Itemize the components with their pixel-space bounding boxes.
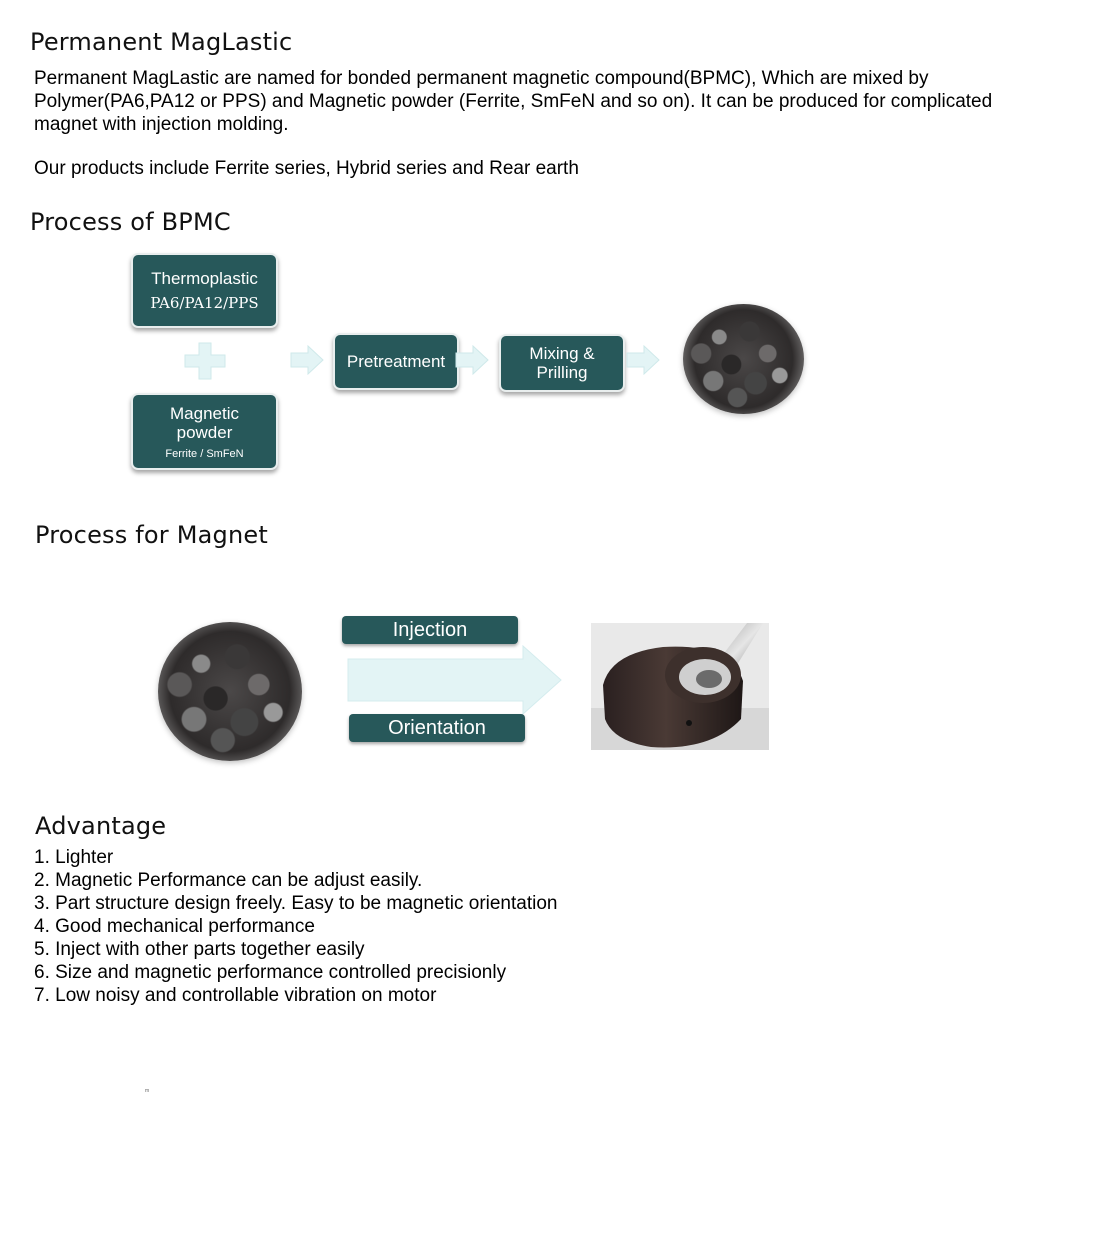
mixing-prilling-box bbox=[499, 334, 625, 392]
list-item: 3. Part structure design freely. Easy to be magnetic orientation bbox=[34, 893, 558, 914]
list-item: 5. Inject with other parts together easily bbox=[34, 939, 365, 960]
mixing-prilling-label: Mixing & Prilling bbox=[529, 344, 595, 382]
page-title: Permanent MagLastic bbox=[30, 28, 293, 56]
pretreatment-box bbox=[333, 333, 459, 390]
ring-magnet-image bbox=[591, 623, 769, 750]
products-paragraph: Our products include Ferrite series, Hybrid series and Rear earth bbox=[34, 158, 579, 179]
tiny-mark: m bbox=[145, 1088, 150, 1094]
pellets-image bbox=[683, 304, 804, 414]
arrow-right-icon bbox=[347, 645, 563, 715]
arrow-right-icon bbox=[290, 345, 324, 375]
intro-paragraph: Permanent MagLastic are named for bonded permanent magnetic compound(BPMC), Which are mixed by Polymer(PA6,PA12 or PPS) and Magnetic powder (Ferrite, SmFeN and so on). It can be produced for complicated magnet with injection molding. bbox=[34, 68, 993, 135]
advantage-heading: Advantage bbox=[35, 812, 167, 840]
list-item: 6. Size and magnetic performance controlled precisionly bbox=[34, 962, 507, 983]
list-item: 2. Magnetic Performance can be adjust easily. bbox=[34, 870, 423, 891]
arrow-right-icon bbox=[626, 345, 660, 375]
list-item: 4. Good mechanical performance bbox=[34, 916, 315, 937]
thermoplastic-box bbox=[131, 253, 278, 328]
thermoplastic-label: Thermoplastic bbox=[151, 269, 258, 288]
injection-label: Injection bbox=[342, 616, 518, 644]
bpmc-heading: Process of BPMC bbox=[30, 208, 231, 236]
pellets-image bbox=[158, 622, 302, 761]
list-item: 1. Lighter bbox=[34, 847, 114, 868]
pretreatment-label: Pretreatment bbox=[346, 352, 446, 371]
orientation-label: Orientation bbox=[349, 714, 525, 742]
list-item: 7. Low noisy and controllable vibration on motor bbox=[34, 985, 437, 1006]
magnetic-powder-sub: Ferrite / SmFeN bbox=[165, 447, 244, 460]
magnetic-powder-label: Magnetic powder bbox=[170, 403, 239, 442]
plus-icon bbox=[183, 341, 227, 381]
arrow-right-icon bbox=[455, 345, 489, 375]
magnet-photo bbox=[591, 623, 769, 750]
magnetic-powder-box bbox=[131, 393, 278, 470]
advantage-list bbox=[34, 846, 557, 1007]
magnet-process-heading: Process for Magnet bbox=[35, 521, 268, 549]
thermoplastic-sub: PA6/PA12/PPS bbox=[150, 294, 259, 312]
